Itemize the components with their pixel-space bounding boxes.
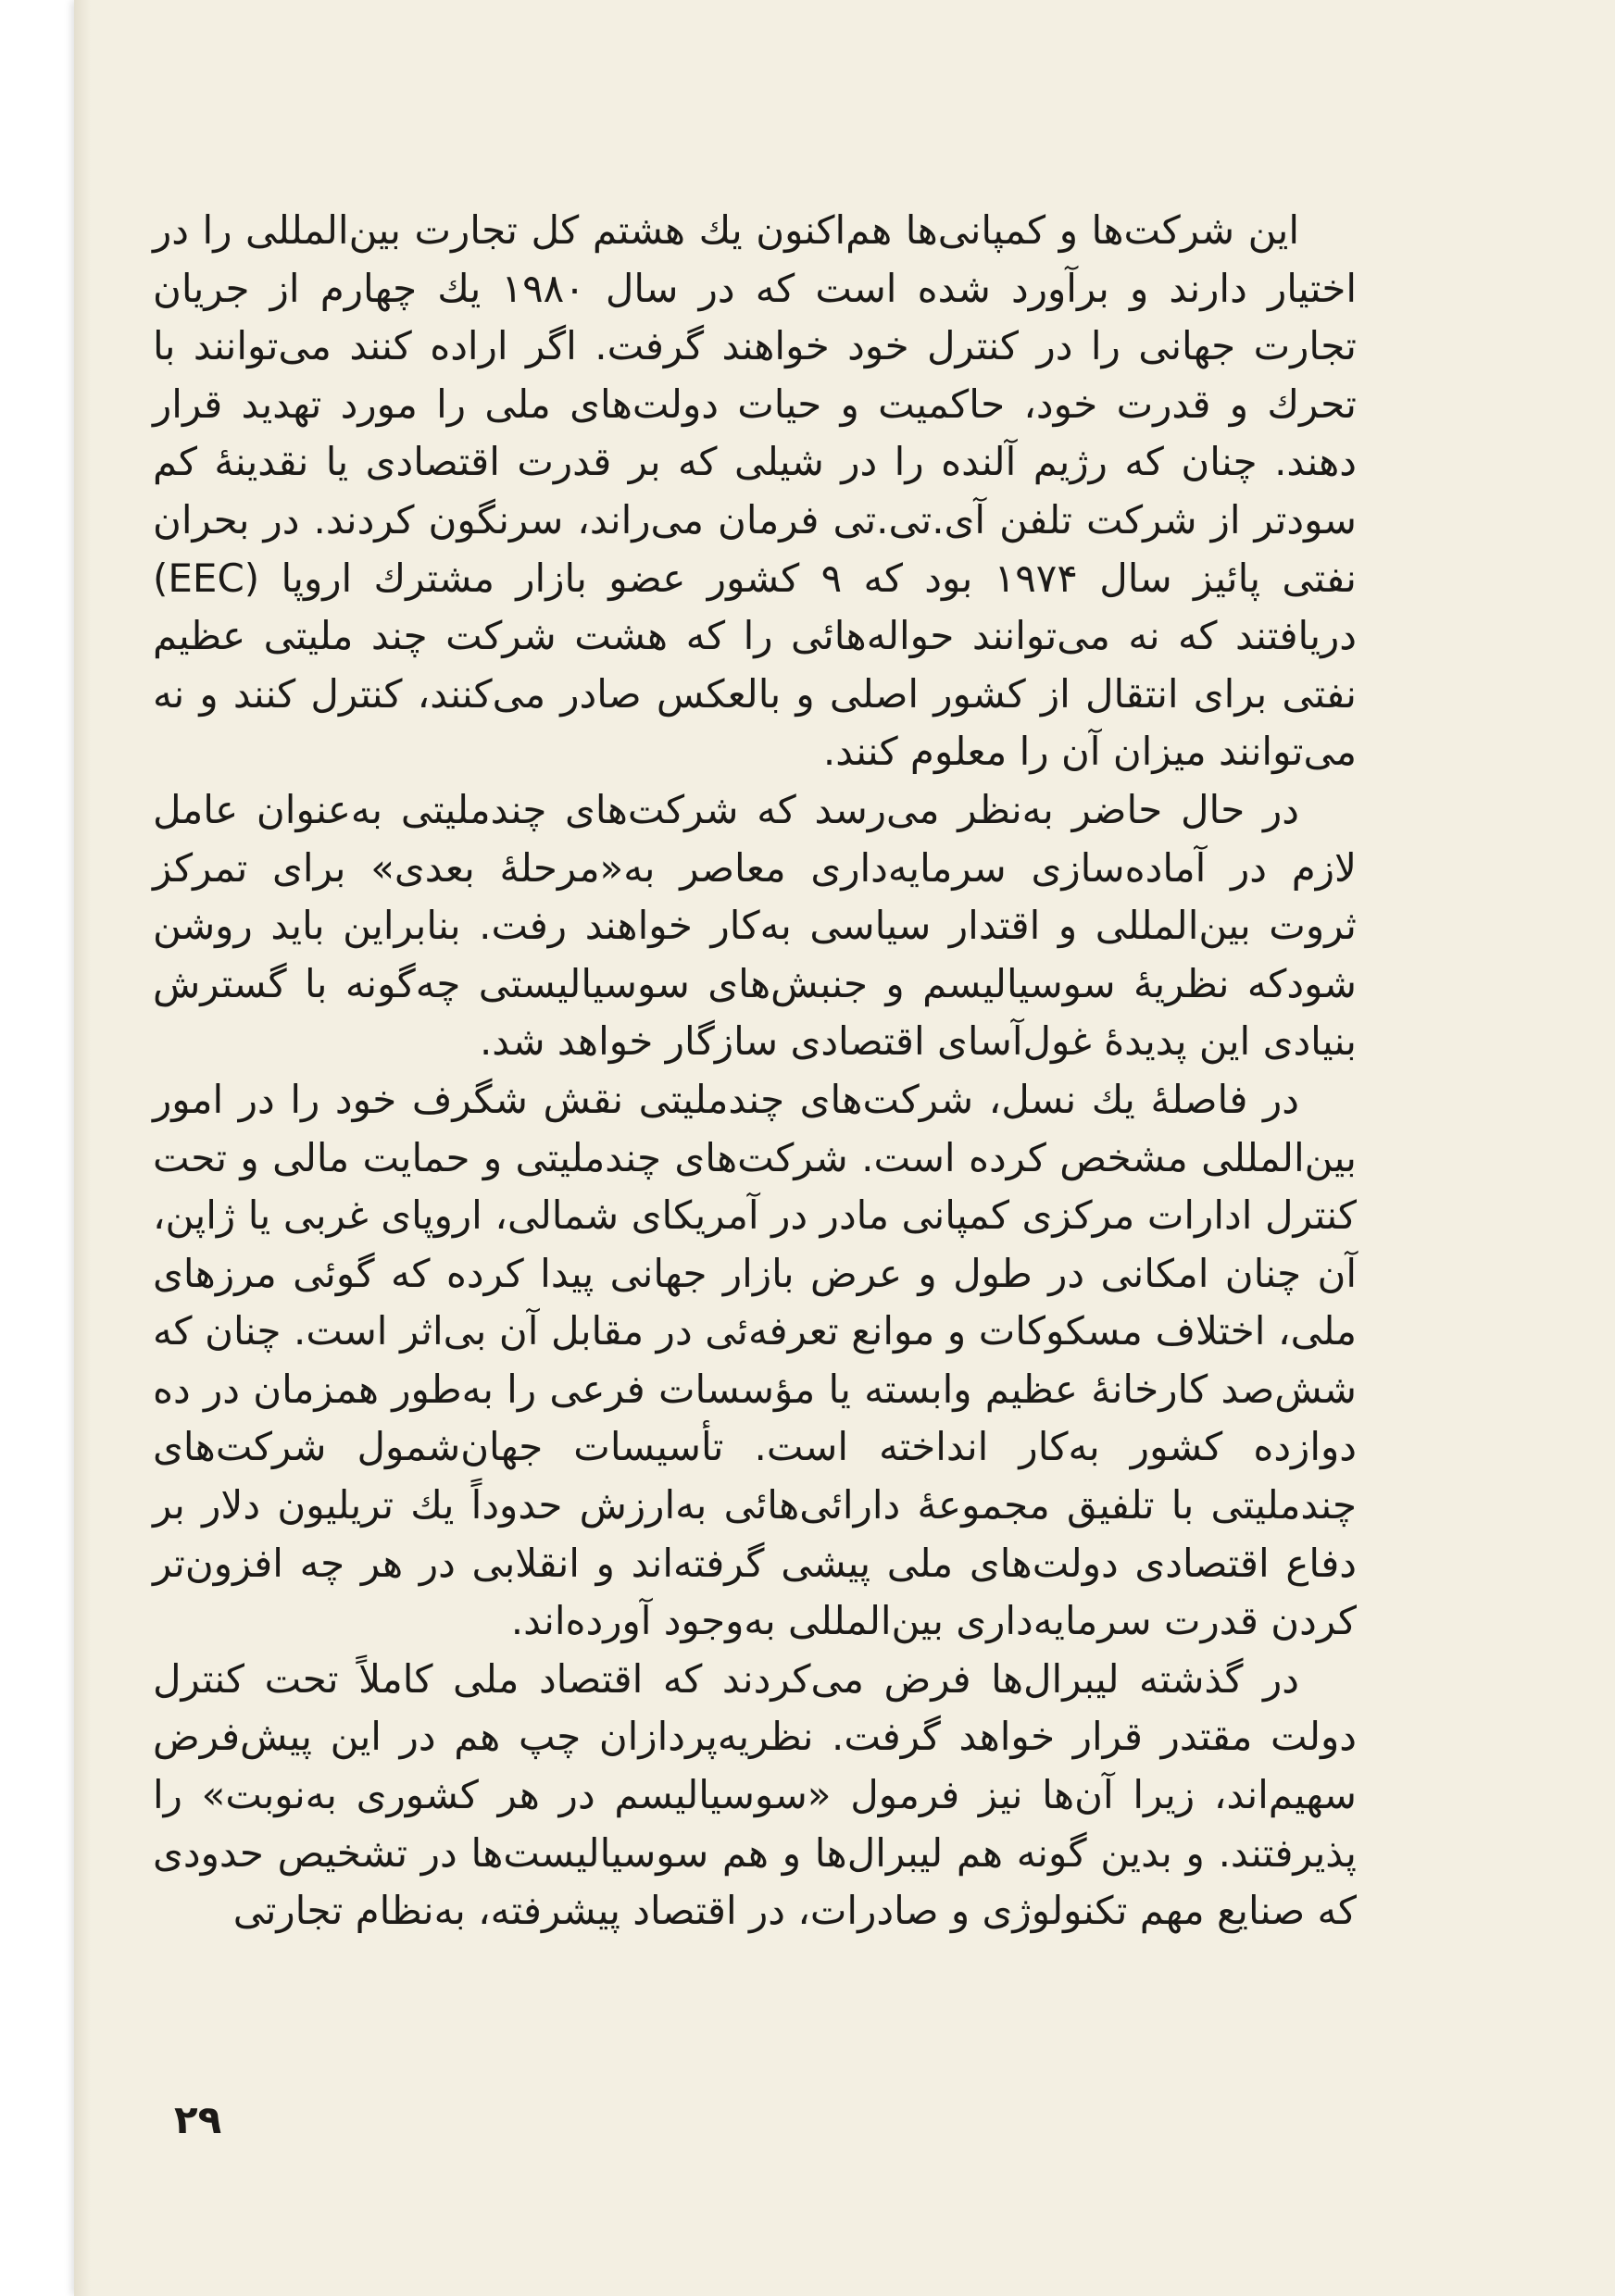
body-text — [153, 202, 1357, 1940]
paragraph-2: در حال حاضر به‌نظر می‌رسد که شرکت‌های چندملیتی به‌عنوان عامل لازم در آماده‌سازی سرمایه‌داری معاصر به«مرحلهٔ بعدی» برای تمرکز ثروت بین‌المللی و اقتدار سیاسی به‌کار خواهند رفت. بنابراین باید روشن شودکه نظریهٔ سوسیالیسم و جنبش‌های سوسیالیستی چه‌گونه با گسترش بنیادی این پدیدهٔ غول‌آسای اقتصادی سازگار خواهد شد. — [153, 786, 1357, 1065]
page-fold-shadow — [74, 0, 91, 2296]
paragraph-1: این شرکت‌ها و کمپانی‌ها هم‌اکنون یك هشتم کل تجارت بین‌المللی را در اختیار دارند و برآورد شده است که در سال ۱۹۸۰ یك چهارم از جریان تجارت جهانی را در کنترل خود خواهند گرفت. اگر اراده کنند می‌توانند با تحرك و قدرت خود، حاکمیت و حیات دولت‌های ملی را مورد تهدید قرار دهند. چنان که رژیم آلنده را در شیلی که بر قدرت اقتصادی یا نقدینهٔ کم سودتر از شرکت تلفن آی.تی.تی فرمان می‌راند، سرنگون کردند. در بحران نفتی پائیز سال ۱۹۷۴ بود که ۹ کشور عضو بازار مشترك اروپا (EEC) دریافتند که نه می‌توانند حواله‌هائی را که هشت شرکت چند ملیتی عظیم نفتی برای انتقال از کشور اصلی و بالعکس صادر می‌کنند، کنترل کنند و نه می‌توانند میزان آن را معلوم کنند. — [153, 207, 1358, 775]
page-number: ۲۹ — [174, 2097, 222, 2142]
paragraph-4: در گذشته لیبرال‌ها فرض می‌کردند که اقتصاد ملی کاملاً تحت کنترل دولت مقتدر قرار خواهد گرفت. نظریه‌پردازان چپ هم در این پیش‌فرض سهیم‌اند، زیرا آن‌ها نیز فرمول «سوسیالیسم در هر کشوری به‌نوبت» را پذیرفتند. و بدین گونه هم لیبرال‌ها و هم سوسیالیست‌ها در تشخیص حدودی که صنایع مهم تکنولوژی و صادرات، در اقتصاد پیشرفته، به‌نظام تجارتی — [153, 1655, 1357, 1934]
paragraph-3: در فاصلهٔ یك نسل، شرکت‌های چندملیتی نقش شگرف خود را در امور بین‌المللی مشخص کرده است. شرکت‌های چندملیتی و حمایت مالی و تحت کنترل ادارات مرکزی کمپانی مادر در آمریکای شمالی، اروپای غربی یا ژاپن، آن چنان امکانی در طول و عرض بازار جهانی پیدا کرده که گوئی مرزهای ملی، اختلاف مسکوکات و موانع تعرفه‌ئی در مقابل آن بی‌اثر است. چنان که شش‌صد کارخانهٔ عظیم وابسته یا مؤسسات فرعی را به‌طور همزمان در ده دوازده کشور به‌کار انداخته است. تأسیسات جهان‌شمول شرکت‌های چندملیتی با تلفیق مجموعهٔ دارائی‌هائی به‌ارزش حدوداً یك تریلیون دلار بر دفاع اقتصادی دولت‌های ملی پیشی گرفته‌اند و انقلابی در هر چه افزون‌تر کردن قدرت سرمایه‌داری بین‌المللی به‌وجود آورده‌اند. — [153, 1076, 1357, 1644]
